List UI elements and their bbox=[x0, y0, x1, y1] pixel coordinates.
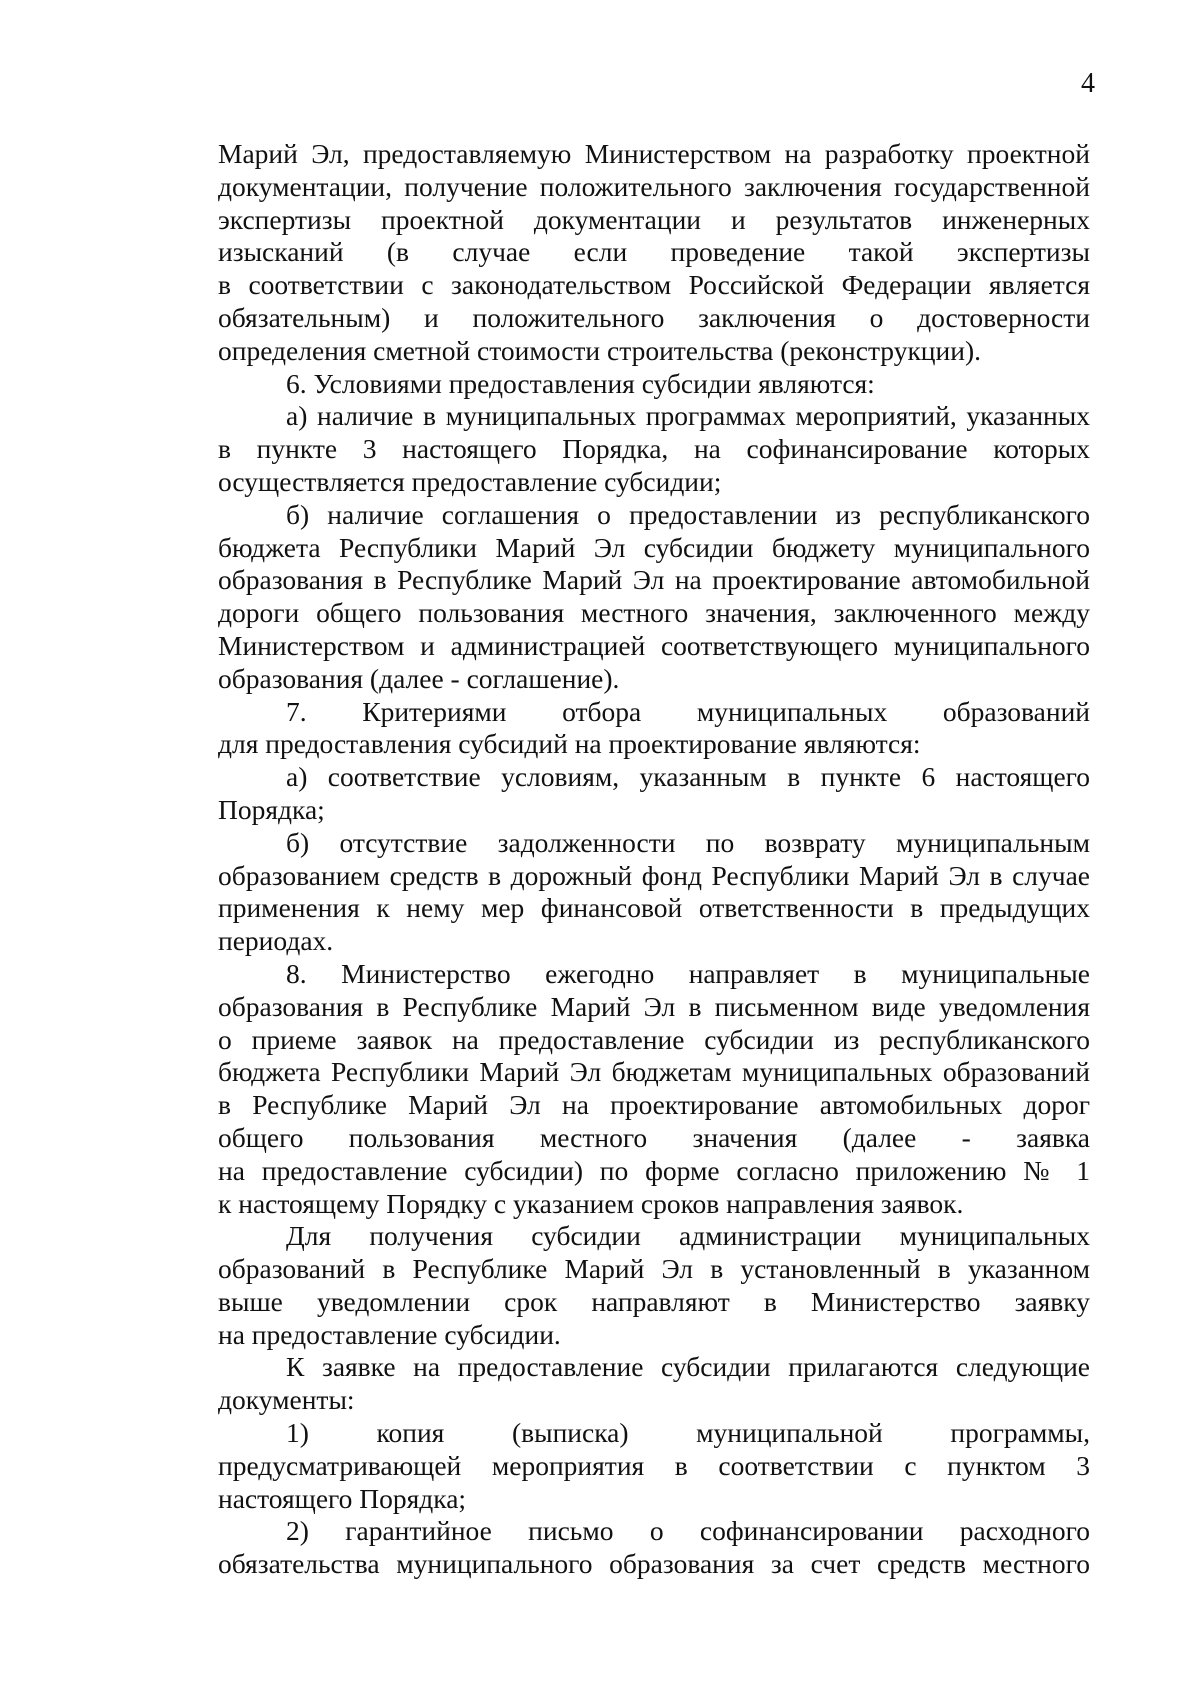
text-line: б) отсутствие задолженности по возврату муниципальным bbox=[286, 826, 1090, 858]
text-line: 6. Условиями предоставления субсидии являются: bbox=[286, 367, 875, 399]
text-line: бюджета Республики Марий Эл бюджетам муниципальных образований bbox=[218, 1056, 1090, 1088]
text-line: настоящего Порядка; bbox=[218, 1482, 467, 1514]
text-line: образований в Республике Марий Эл в установленный в указанном bbox=[218, 1253, 1090, 1285]
text-line: дороги общего пользования местного значения, заключенного между bbox=[218, 597, 1090, 629]
text-line: 1) копия (выписка) муниципальной программы, bbox=[286, 1417, 1090, 1449]
text-line: применения к нему мер финансовой ответственности в предыдущих bbox=[218, 892, 1090, 924]
text-line: документы: bbox=[218, 1384, 355, 1416]
text-line: о приеме заявок на предоставление субсидии из республиканского bbox=[218, 1023, 1090, 1055]
text-line: образования в Республике Марий Эл в письменном виде уведомления bbox=[218, 990, 1090, 1022]
text-line: в соответствии с законодательством Российской Федерации является bbox=[218, 269, 1090, 301]
text-line: предусматривающей мероприятия в соответствии с пунктом 3 bbox=[218, 1449, 1090, 1481]
text-line: 2) гарантийное письмо о софинансировании расходного bbox=[286, 1515, 1090, 1547]
document-body bbox=[218, 138, 1090, 1581]
text-line: для предоставления субсидий на проектирование являются: bbox=[218, 728, 921, 760]
text-line: обязательства муниципального образования за счет средств местного bbox=[218, 1548, 1090, 1580]
text-line: образования в Республике Марий Эл на проектирование автомобильной bbox=[218, 564, 1090, 596]
text-line: к настоящему Порядку с указанием сроков направления заявок. bbox=[218, 1187, 964, 1219]
text-line: а) наличие в муниципальных программах мероприятий, указанных bbox=[286, 400, 1090, 432]
text-line: изысканий (в случае если проведение такой экспертизы bbox=[218, 236, 1090, 268]
text-line: образования (далее - соглашение). bbox=[218, 662, 620, 694]
text-line: в пункте 3 настоящего Порядка, на софинансирование которых bbox=[218, 433, 1090, 465]
text-line: 7. Критериями отбора муниципальных образований bbox=[286, 695, 1090, 727]
text-line: Порядка; bbox=[218, 793, 325, 825]
text-line: выше уведомлении срок направляют в Министерство заявку bbox=[218, 1285, 1090, 1317]
text-line: б) наличие соглашения о предоставлении из республиканского bbox=[286, 498, 1090, 530]
text-line: в Республике Марий Эл на проектирование автомобильных дорог bbox=[218, 1089, 1090, 1121]
text-line: обязательным) и положительного заключения о достоверности bbox=[218, 301, 1090, 333]
text-line: на предоставление субсидии) по форме согласно приложению № 1 bbox=[218, 1154, 1090, 1186]
text-line: общего пользования местного значения (далее - заявка bbox=[218, 1121, 1090, 1153]
text-line: бюджета Республики Марий Эл субсидии бюджету муниципального bbox=[218, 531, 1090, 563]
text-line: Министерством и администрацией соответствующего муниципального bbox=[218, 629, 1090, 661]
text-line: осуществляется предоставление субсидии; bbox=[218, 465, 722, 497]
text-line: К заявке на предоставление субсидии прилагаются следующие bbox=[286, 1351, 1090, 1383]
text-line: периодах. bbox=[218, 925, 334, 957]
text-line: 8. Министерство ежегодно направляет в муниципальные bbox=[286, 957, 1090, 989]
text-line: Марий Эл, предоставляемую Министерством на разработку проектной bbox=[218, 138, 1090, 169]
page-number: 4 bbox=[1081, 68, 1095, 99]
text-line: образованием средств в дорожный фонд Республики Марий Эл в случае bbox=[218, 859, 1090, 891]
text-line: Для получения субсидии администрации муниципальных bbox=[286, 1220, 1090, 1252]
text-line: документации, получение положительного заключения государственной bbox=[218, 170, 1090, 202]
text-line: определения сметной стоимости строительства (реконструкции). bbox=[218, 334, 981, 366]
text-line: экспертизы проектной документации и результатов инженерных bbox=[218, 203, 1090, 235]
text-line: а) соответствие условиям, указанным в пункте 6 настоящего bbox=[286, 761, 1090, 793]
text-line: на предоставление субсидии. bbox=[218, 1318, 561, 1350]
